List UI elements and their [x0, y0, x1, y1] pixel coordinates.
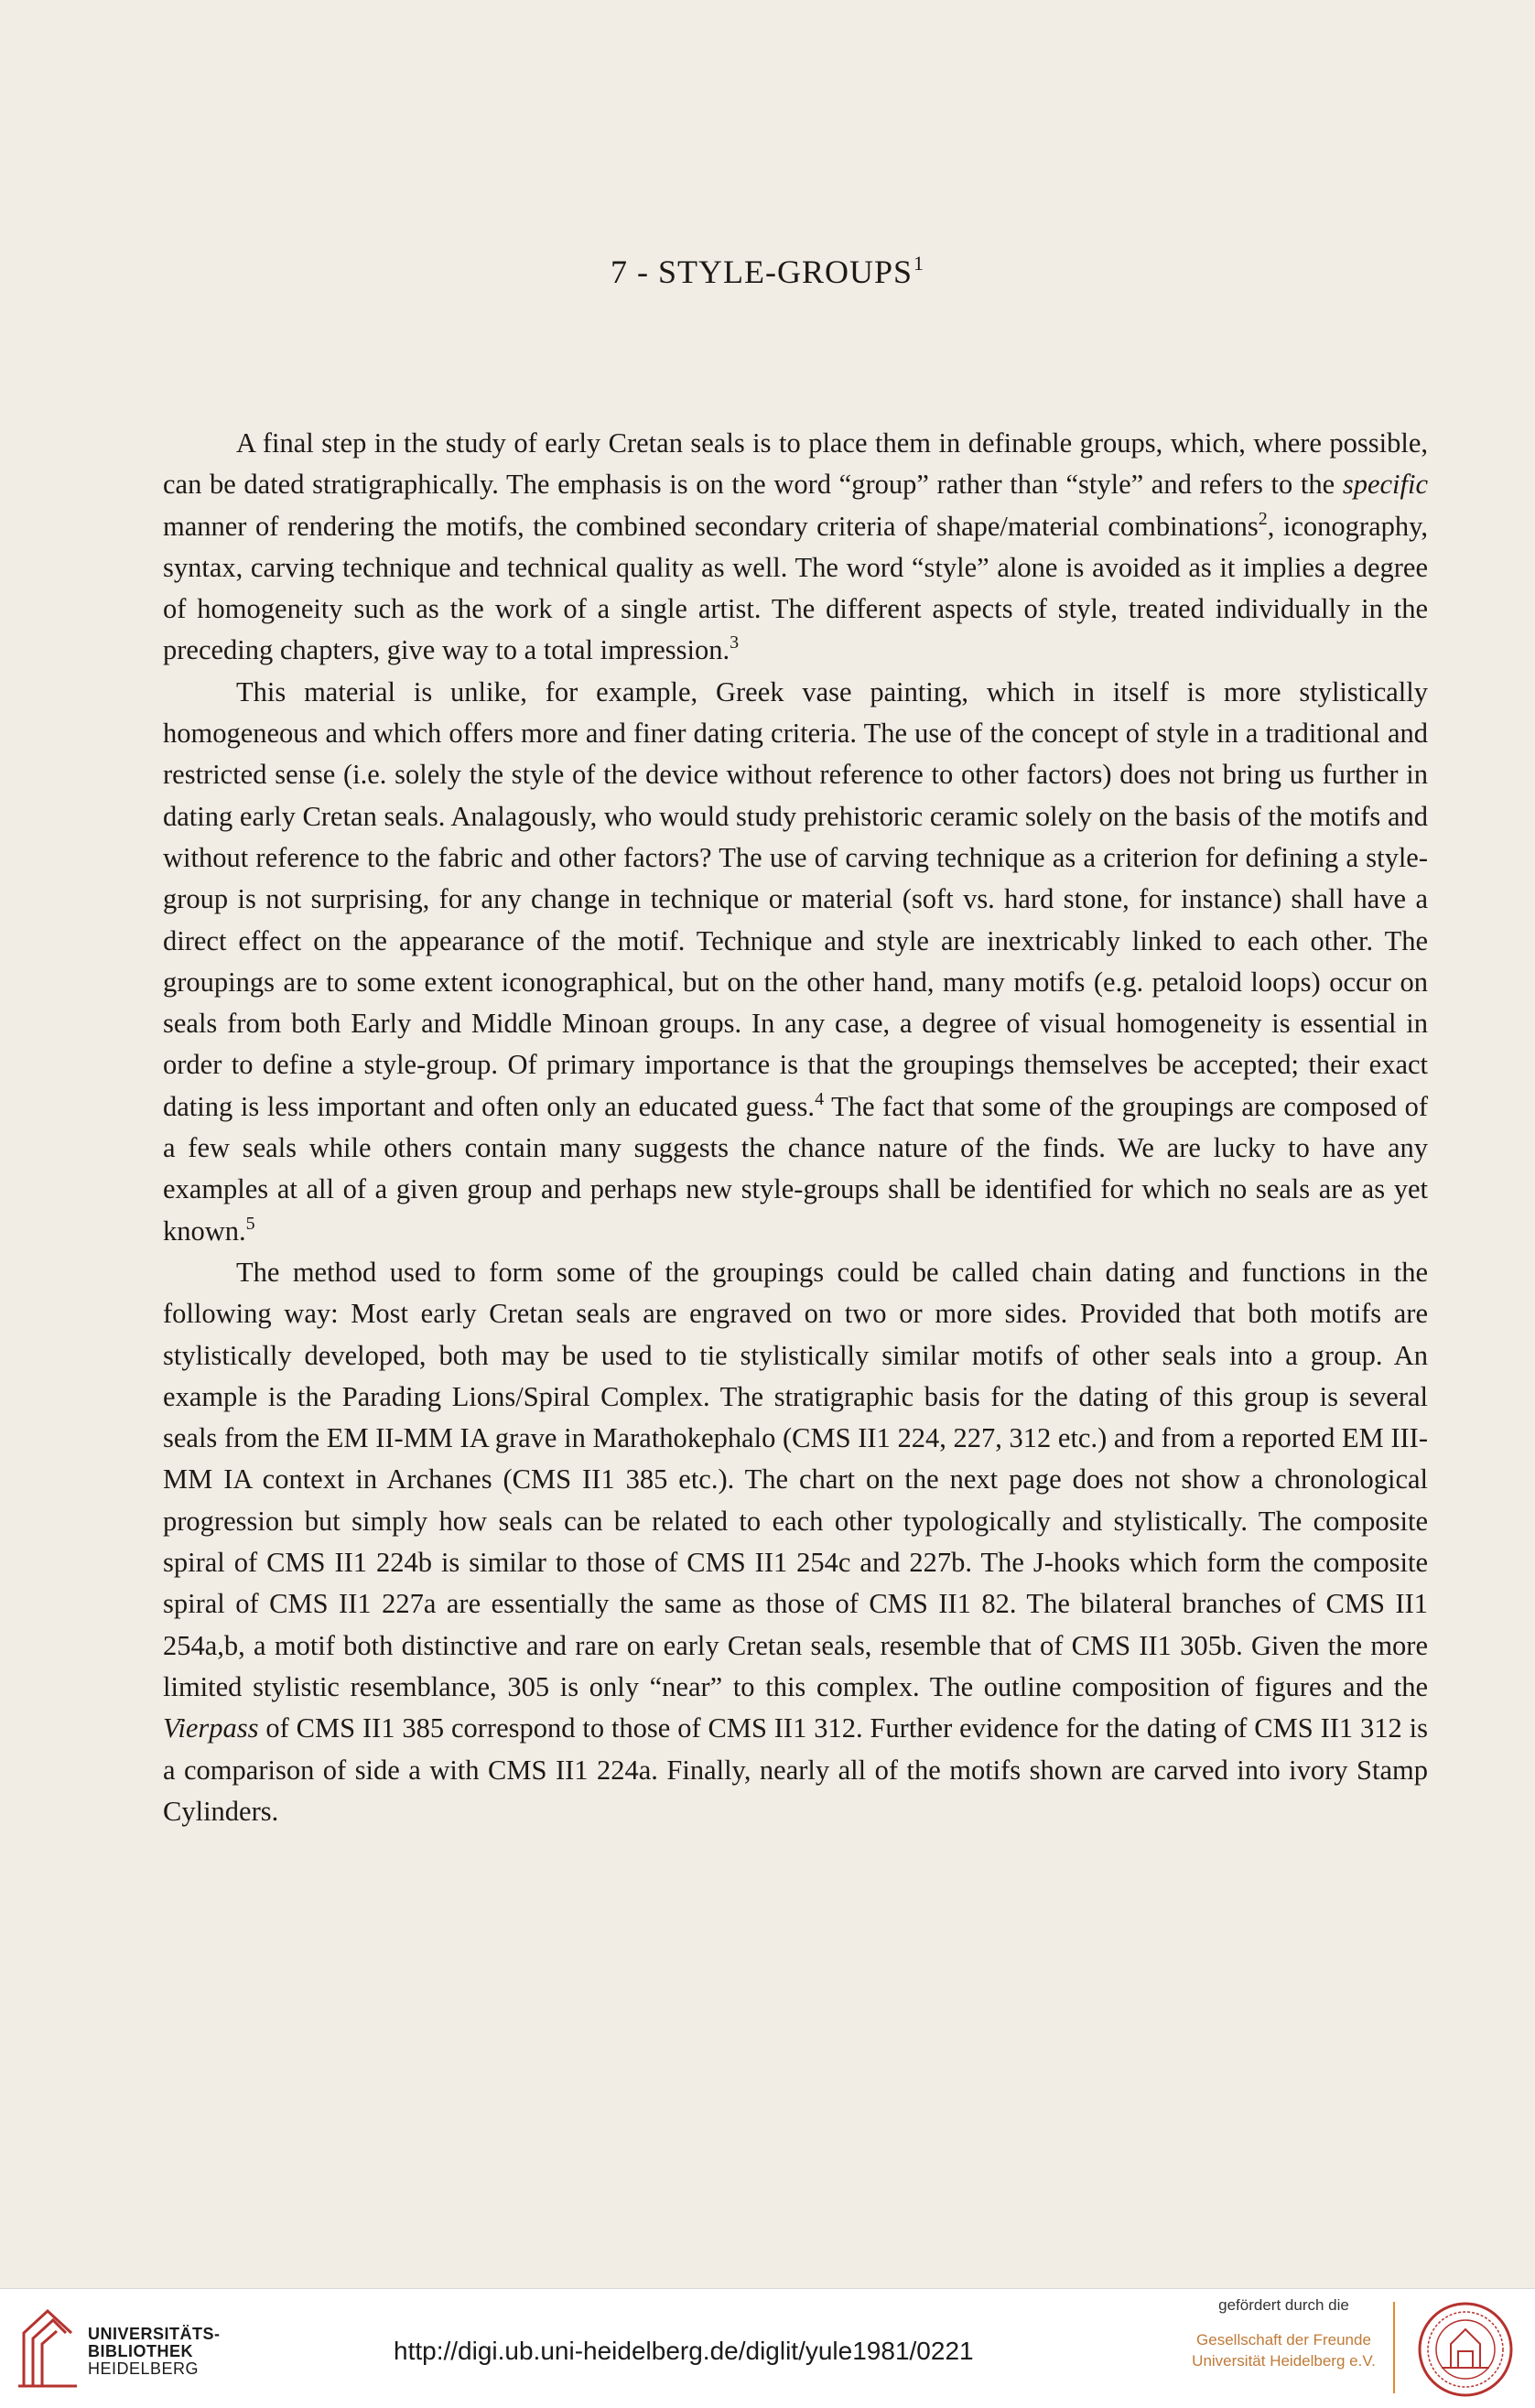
library-name-line-2: BIBLIOTHEK: [88, 2342, 193, 2360]
footnote-ref-3: 3: [730, 632, 740, 653]
paragraph-3: [163, 1252, 1428, 1832]
paragraph-2-text-a: This material is unlike, for example, Greek vase painting, which in itself is more stylistically homogeneous and which offers more and finer dating criteria. The use of the concept of style in a traditional and restricted sense (i.e. solely the style of the device without reference to other factors) does not bring us further in dating early Cretan seals. Analagously, who would study prehistoric ceramic solely on the basis of the motifs and without reference to the fabric and other factors? The use of carving technique as a criterion for defining a style-group is not surprising, for any change in technique or material (soft vs. hard stone, for instance) shall have a direct effect on the appearance of the motif. Technique and style are inextricably linked to each other. The groupings are to some extent iconographical, but on the other hand, many motifs (e.g. petaloid loops) occur on seals from both Early and Middle Minoan groups. In any case, a degree of visual homogeneity is essential in order to define a style-group. Of primary importance is that the groupings themselves be accepted; their exact dating is less important and often only an educated guess.: [163, 675, 1428, 1122]
footnote-ref-4: 4: [815, 1088, 825, 1109]
paragraph-1-text-b: manner of rendering the motifs, the combined secondary criteria of shape/material combinations: [163, 510, 1259, 542]
paragraph-3-text-a: The method used to form some of the groupings could be called chain dating and functions in the following way: Most early Cretan seals are engraved on two or more sides. Provided that both motifs are stylistically developed, both may be used to tie stylistically similar motifs of other seals into a group. An example is the Parading Lions/Spiral Complex. The stratigraphic basis for the dating of this group is several seals from the EM II-MM IA grave in Marathokephalo (CMS II1 224, 227, 312 etc.) and from a reported EM III-MM IA context in Archanes (CMS II1 385 etc.). The chart on the next page does not show a chronological progression but simply how seals can be related to each other typologically and stylistically. The composite spiral of CMS II1 224b is similar to those of CMS II1 254c and 227b. The J-hooks which form the composite spiral of CMS II1 227a are essentially the same as those of CMS II1 82. The bilateral branches of CMS II1 254a,b, a motif both distinctive and rare on early Cretan seals, resemble that of CMS II1 305b. Given the more limited stylistic resemblance, 305 is only “near” to this complex. The outline composition of figures and the: [163, 1256, 1428, 1702]
permalink-url[interactable]: http://digi.ub.uni-heidelberg.de/diglit/yule1981/0221: [394, 2337, 974, 2365]
paragraph-1-italic: specific: [1342, 469, 1428, 501]
chapter-title-footnote-ref: 1: [913, 252, 924, 275]
library-name-line-1: UNIVERSITÄTS-: [88, 2325, 221, 2343]
sponsor-divider: [1393, 2302, 1395, 2393]
footnote-ref-5: 5: [245, 1213, 255, 1234]
paragraph-1-text-c: , iconography, syntax, carving technique and technical quality as well. The word “style” alone is avoided as it implies a degree of homogeneity such as the work of a single artist. The different aspects of style, treated individually in the preceding chapters, give way to a total impression.: [163, 510, 1428, 666]
sponsor-block: [1190, 2296, 1378, 2371]
paragraph-1-text-a: A final step in the study of early Cretan seals is to place them in definable groups, which, where possible, can be dated stratigraphically. The emphasis is on the word “group” rather than “style” and refers to the: [163, 427, 1428, 501]
sponsor-label: gefördert durch die: [1218, 2296, 1349, 2314]
library-name: [88, 2326, 221, 2378]
sponsor-name-line-1: Gesellschaft der Freunde: [1196, 2331, 1371, 2349]
chapter-title: [0, 252, 1535, 291]
paragraph-1: [163, 423, 1428, 672]
library-logo-icon[interactable]: [16, 2305, 79, 2390]
library-name-line-3: HEIDELBERG: [88, 2359, 200, 2378]
paragraph-2: [163, 672, 1428, 1252]
chapter-title-text: 7 - STYLE-GROUPS: [610, 254, 913, 290]
university-seal-icon[interactable]: [1414, 2300, 1517, 2399]
paragraph-3-italic: Vierpass: [163, 1712, 259, 1744]
footer-bar: [0, 2288, 1535, 2408]
paragraph-2-text-b: The fact that some of the groupings are composed of a few seals while others contain many suggests the chance nature of the finds. We are lucky to have any examples at all of a given group and perhaps new style-groups shall be identified for which no seals are as yet known.: [163, 1090, 1428, 1247]
paragraph-3-text-b: of CMS II1 385 correspond to those of CMS II1 312. Further evidence for the dating of CMS II1 312 is a comparison of side a with CMS II1 224a. Finally, nearly all of the motifs shown are carved into ivory Stamp Cylinders.: [163, 1712, 1428, 1827]
body-text: [163, 423, 1428, 1832]
footnote-ref-2: 2: [1258, 508, 1268, 529]
sponsor-name-line-2: Universität Heidelberg e.V.: [1192, 2352, 1376, 2370]
